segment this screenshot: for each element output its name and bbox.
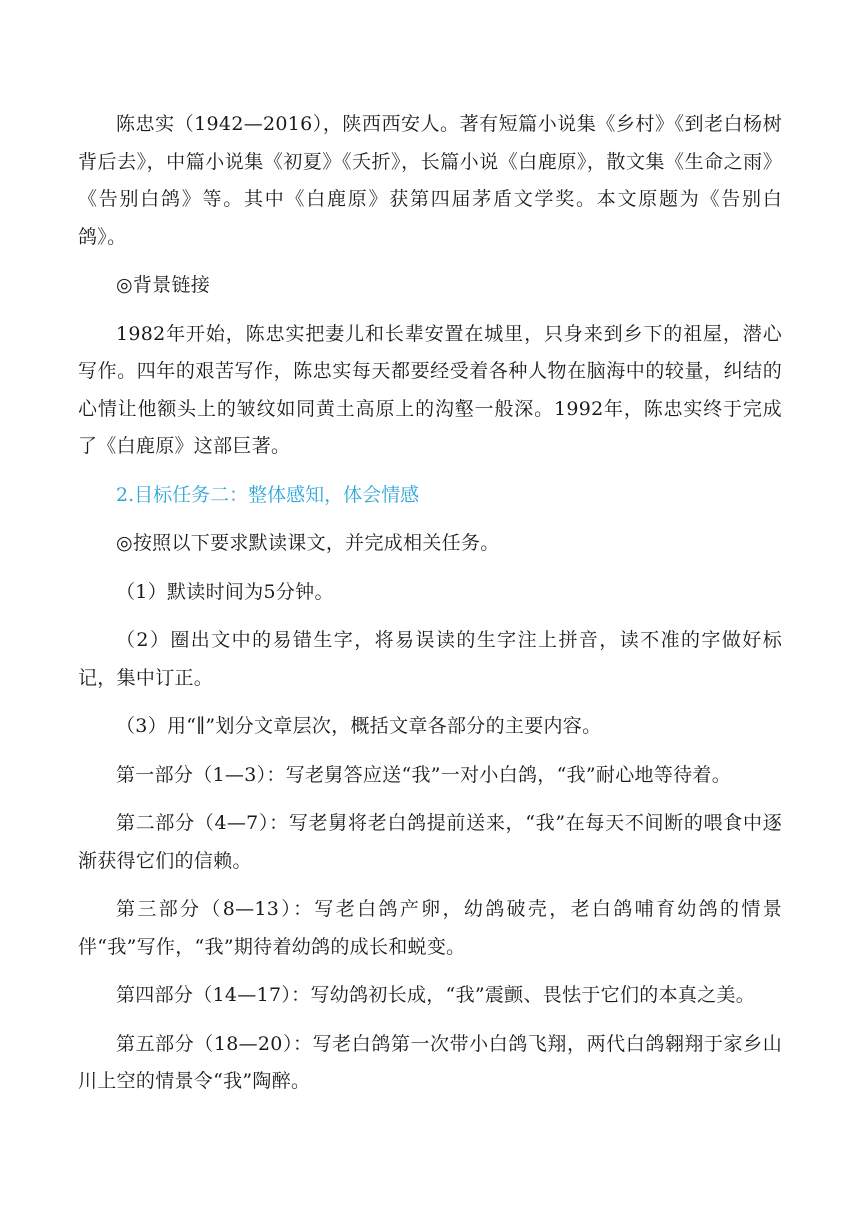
- part-five-summary: 第五部分（18—20）：写老白鸽第一次带小白鸽飞翔，两代白鸽翱翔于家乡山川上空的情景令“我”陶醉。: [78, 1032, 782, 1092]
- requirement-3: （3）用“∥”划分文章层次，概括文章各部分的主要内容。: [116, 715, 602, 737]
- background-paragraph: 1982年开始，陈忠实把妻儿和长辈安置在城里，只身来到乡下的祖屋，潜心写作。四年的艰苦写作，陈忠实每天都要经受着各种人物在脑海中的较量，纠结的心情让他额头上的皱纹如同黄土高原上的沟壑一般深。1992年，陈忠实终于完成了《白鹿原》这部巨著。: [78, 322, 782, 457]
- part-four-summary: 第四部分（14—17）：写幼鸽初长成，“我”震颤、畏怯于它们的本真之美。: [116, 984, 756, 1006]
- requirement-1: （1）默读时间为5分钟。: [116, 580, 334, 603]
- reading-instruction: ◎按照以下要求默读课文，并完成相关任务。: [116, 532, 500, 554]
- background-link-heading: ◎背景链接: [116, 274, 211, 296]
- requirement-2: （2）圈出文中的易错生字，将易误读的生字注上拼音，读不准的字做好标记，集中订正。: [78, 629, 782, 689]
- part-two-summary: 第二部分（4—7）：写老舅将老白鸽提前送来，“我”在每天不间断的喂食中逐渐获得它们的信赖。: [78, 812, 782, 872]
- part-one-summary: 第一部分（1—3）：写老舅答应送“我”一对小白鸽，“我”耐心地等待着。: [116, 763, 732, 786]
- part-three-summary: 第三部分（8—13）：写老白鸽产卵，幼鸽破壳，老白鸽哺育幼鸽的情景伴“我”写作，“我”期待着幼鸽的成长和蜕变。: [78, 898, 782, 958]
- task-two-heading: 2.目标任务二：整体感知，体会情感: [116, 483, 420, 506]
- author-intro-paragraph: 陈忠实（1942—2016），陕西西安人。著有短篇小说集《乡村》《到老白杨树背后去》，中篇小说集《初夏》《夭折》，长篇小说《白鹿原》，散文集《生命之雨》《告别白鸽》等。其中《白鹿原》获第四届茅盾文学奖。本文原题为《告别白鸽》。: [78, 113, 782, 248]
